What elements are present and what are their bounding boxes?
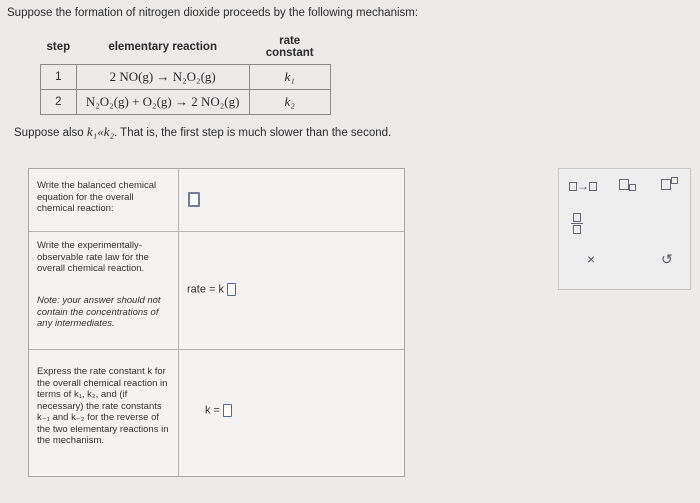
question-cell: [29, 350, 179, 476]
undo-button[interactable]: [661, 251, 673, 268]
answer-cell: [179, 350, 404, 476]
step-number: 2: [41, 90, 77, 115]
equation-answer: [185, 192, 200, 207]
header-step: step: [46, 41, 71, 53]
elementary-reaction: N₂O₂(g) + O₂(g) → 2 NO₂(g): [76, 90, 249, 115]
superscript-icon: [661, 179, 671, 190]
rate-constant-input-box[interactable]: [223, 404, 232, 417]
mechanism-header-row: [41, 33, 331, 65]
rate-law-note: Note: your answer should not contain the concentrations of any intermediates.: [37, 295, 161, 329]
subscript-icon: [619, 179, 629, 190]
reaction-arrow-button[interactable]: [569, 179, 597, 193]
rate-law-input-box[interactable]: [227, 283, 236, 296]
rate-constant: k₁: [249, 65, 330, 90]
box-icon: [589, 182, 597, 191]
superscript-button[interactable]: [661, 177, 678, 191]
mechanism-table: [40, 33, 331, 115]
rate-constant: k₂: [249, 90, 330, 115]
elementary-reaction: 2 NO(g) → N₂O₂(g): [76, 65, 249, 90]
question-rate-law: Write the experimentally-observable rate law for the overall chemical reaction.: [37, 240, 149, 274]
question-cell: [29, 169, 179, 231]
subscript-small-icon: [629, 184, 636, 191]
close-icon: ×: [587, 251, 596, 267]
clear-button[interactable]: [587, 251, 595, 267]
condition-prefix: Suppose also: [14, 127, 84, 139]
equation-input-box[interactable]: [188, 192, 200, 207]
answer-cell: [179, 232, 404, 349]
condition-text: [14, 124, 391, 140]
denominator-box-icon: [573, 225, 581, 234]
superscript-small-icon: [671, 177, 678, 184]
undo-icon: ↺: [661, 251, 673, 267]
step-number: 1: [41, 65, 77, 90]
answer-grid: [28, 168, 405, 477]
equation-toolbar: [558, 168, 691, 290]
question-cell: [29, 232, 179, 349]
mechanism-row: [41, 65, 331, 90]
k-label: k =: [205, 404, 220, 417]
rate-law-answer: [187, 283, 236, 296]
condition-inequality: k₁«k₂: [86, 124, 114, 139]
numerator-box-icon: [573, 213, 581, 222]
box-icon: [569, 182, 577, 191]
condition-suffix: . That is, the first step is much slower than the second.: [114, 127, 392, 139]
rate-label: rate = k: [187, 283, 224, 296]
answer-cell: [179, 169, 404, 231]
mechanism-row: [41, 90, 331, 115]
header-rate-constant: rate constant: [265, 35, 314, 59]
rate-constant-answer: [205, 404, 232, 417]
question-rate-constant: Express the rate constant k for the overall chemical reaction in terms of k₁, k₂, and (if necessary) the rate constants k₋₁ and k₋₂ for the reverse of the two elementary reactions in the mechanism.: [37, 366, 169, 446]
question-overall-equation: Write the balanced chemical equation for the overall chemical reaction:: [37, 180, 157, 214]
fraction-button[interactable]: [571, 213, 583, 234]
arrow-icon: →: [577, 179, 589, 193]
fraction-bar-icon: [571, 223, 583, 224]
subscript-button[interactable]: [619, 177, 636, 191]
header-elementary-reaction: elementary reaction: [108, 41, 217, 53]
intro-text: Suppose the formation of nitrogen dioxide proceeds by the following mechanism:: [7, 7, 419, 19]
